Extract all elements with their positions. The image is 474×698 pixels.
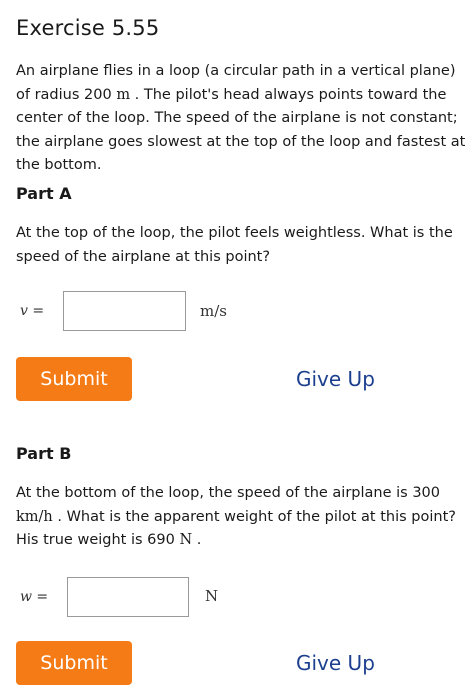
part-b-answer-box[interactable] <box>67 577 189 617</box>
part-a-equals: = <box>27 303 45 319</box>
part-b-answer-input[interactable] <box>68 578 188 616</box>
part-a-submit-button[interactable]: Submit <box>16 357 132 401</box>
part-b-variable-symbol: w <box>20 589 32 605</box>
part-a-answer-box[interactable] <box>63 291 186 331</box>
intro-unit: m <box>116 86 131 103</box>
part-b-question-unit-1: km/h <box>16 508 53 525</box>
part-b-variable-label <box>20 589 48 605</box>
part-b-submit-button[interactable]: Submit <box>16 641 132 685</box>
part-b-question-text-2: . What is the apparent weight of the pilot at this point? His true weight is 690 <box>16 508 456 548</box>
intro-text-1: An airplane flies in a loop (a circular path in a vertical plane) of radius 200 <box>16 63 456 103</box>
part-a-title: Part A <box>16 184 72 203</box>
part-a-give-up-link[interactable]: Give Up <box>296 367 375 391</box>
part-a-variable-label <box>20 303 44 319</box>
part-b-question-text-3: . <box>192 532 202 548</box>
part-b-title: Part B <box>16 444 72 463</box>
part-a-question: At the top of the loop, the pilot feels weightless. What is the speed of the airplane at this point? <box>16 225 453 265</box>
part-b-question-unit-2: N <box>179 532 193 548</box>
part-b-equals: = <box>31 589 49 605</box>
part-b-give-up-link[interactable]: Give Up <box>296 651 375 675</box>
exercise-title: Exercise 5.55 <box>16 16 160 40</box>
part-a-unit: m/s <box>200 302 227 320</box>
part-b-question <box>16 482 466 553</box>
exercise-intro <box>16 60 466 178</box>
part-a-variable-symbol: v <box>20 303 28 319</box>
intro-text-2: . The pilot's head always points toward the center of the loop. The speed of the airplane is not constant; the airplane goes slowest at the top of the loop and fastest at the bottom. <box>16 86 466 173</box>
part-b-unit: N <box>205 587 219 605</box>
part-b-question-text-1: At the bottom of the loop, the speed of the airplane is 300 <box>16 485 440 501</box>
part-a-answer-input[interactable] <box>64 292 185 330</box>
